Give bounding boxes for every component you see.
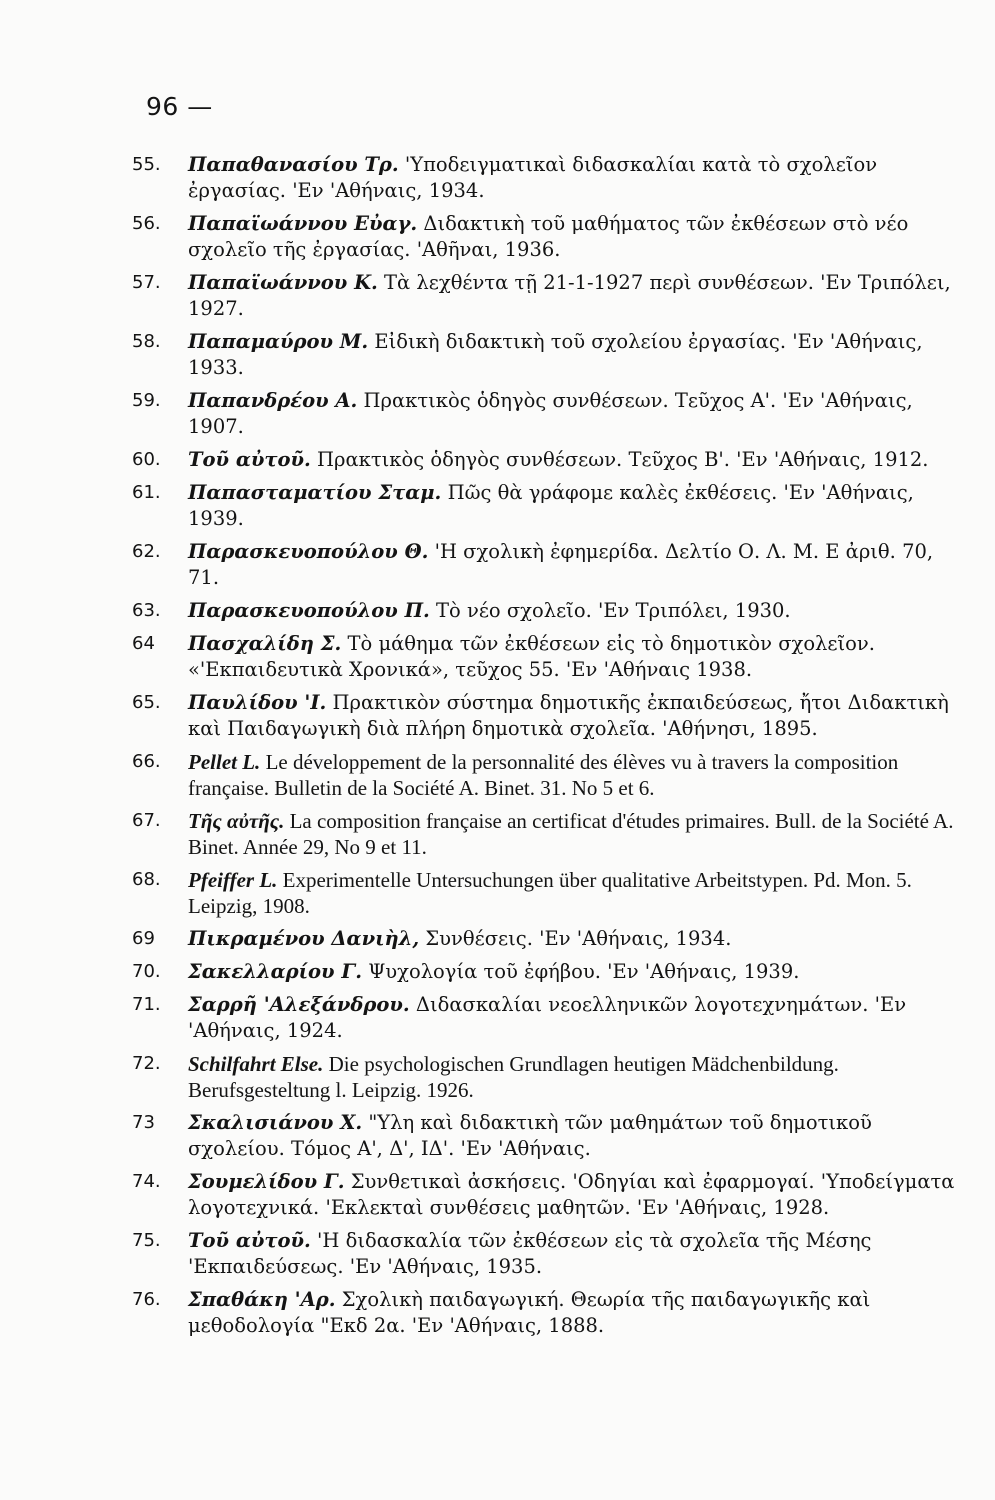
- reference-body: [188, 1228, 962, 1280]
- reference-number: 64: [132, 633, 155, 654]
- reference-author: Πασχαλίδη Σ.: [188, 632, 342, 655]
- reference-number: 74.: [132, 1171, 161, 1192]
- reference-author: Schilfahrt Else.: [188, 1052, 324, 1076]
- reference-author: Σαρρῆ 'Αλεξάνδρου.: [188, 993, 410, 1016]
- reference-text: Die psychologischen Grundlagen heutigen Mädchenbildung. Berufsgesteltung l. Leipzig. 1926.: [188, 1052, 839, 1102]
- reference-text: Τὸ νέο σχολεῖο. 'Εν Τριπόλει, 1930.: [436, 599, 791, 622]
- reference-number: 73: [132, 1112, 155, 1133]
- reference-author: Pellet L.: [188, 750, 261, 774]
- reference-text: 'Η σχολικὴ ἐφημερίδα. Δελτίο Ο. Λ. Μ. Ε ἀριθ. 70, 71.: [188, 540, 934, 589]
- reference-entry: [132, 388, 962, 440]
- reference-author: Πικραμένου Δανιὴλ,: [188, 927, 420, 950]
- reference-author: Παπανδρέου Α.: [188, 389, 358, 412]
- reference-body: [188, 1110, 962, 1162]
- reference-number: 75.: [132, 1230, 161, 1251]
- reference-number: 57.: [132, 272, 161, 293]
- reference-author: Παπαϊωάννου Κ.: [188, 271, 378, 294]
- reference-entry: [132, 1287, 962, 1339]
- reference-entry: [132, 1169, 962, 1221]
- reference-entry: [132, 631, 962, 683]
- reference-number: 67.: [132, 810, 161, 831]
- reference-body: [188, 1051, 962, 1103]
- reference-text: Πρακτικὸς ὁδηγὸς συνθέσεων. Τεῦχος Β'. 'Εν 'Αθήναις, 1912.: [317, 448, 929, 471]
- reference-entry: [132, 867, 962, 919]
- reference-body: [188, 211, 962, 263]
- reference-text: 'Υποδειγματικαὶ διδασκαλίαι κατὰ τὸ σχολεῖον ἐργασίας. 'Εν 'Αθήναις, 1934.: [188, 153, 878, 202]
- reference-body: [188, 926, 962, 952]
- reference-entry: [132, 539, 962, 591]
- reference-number: 66.: [132, 751, 161, 772]
- reference-text: "Υλη καὶ διδακτικὴ τῶν μαθημάτων τοῦ δημοτικοῦ σχολείου. Τόμος Α', Δ', ΙΔ'. 'Εν 'Αθήναις.: [188, 1111, 872, 1160]
- reference-text: Ψυχολογία τοῦ ἐφήβου. 'Εν 'Αθήναις, 1939.: [368, 960, 800, 983]
- reference-entry: [132, 480, 962, 532]
- reference-author: Τοῦ αὐτοῦ.: [188, 1229, 311, 1252]
- reference-number: 71.: [132, 994, 161, 1015]
- reference-text: 'Η διδασκαλία τῶν ἐκθέσεων εἰς τὰ σχολεῖα τῆς Μέσης 'Εκπαιδεύσεως. 'Εν 'Αθήναις, 1935.: [188, 1229, 872, 1278]
- reference-number: 70.: [132, 961, 161, 982]
- reference-body: [188, 1287, 962, 1339]
- reference-text: Διδασκαλίαι νεοελληνικῶν λογοτεχνημάτων. 'Εν 'Αθήναις, 1924.: [188, 993, 907, 1042]
- reference-body: [188, 539, 962, 591]
- reference-number: 61.: [132, 482, 161, 503]
- reference-body: [188, 447, 962, 473]
- reference-author: Σακελλαρίου Γ.: [188, 960, 362, 983]
- reference-text: Experimentelle Untersuchungen über qualitative Arbeitstypen. Pd. Mon. 5. Leipzig, 1908.: [188, 868, 912, 918]
- reference-body: [188, 992, 962, 1044]
- reference-author: Παπαθανασίου Τρ.: [188, 153, 399, 176]
- reference-author: Σπαθάκη 'Αρ.: [188, 1288, 336, 1311]
- reference-number: 60.: [132, 449, 161, 470]
- reference-entry: [132, 749, 962, 801]
- reference-number: 68.: [132, 869, 161, 890]
- reference-entry: [132, 152, 962, 204]
- reference-body: [188, 388, 962, 440]
- reference-text: Πρακτικὸν σύστημα δημοτικῆς ἐκπαιδεύσεως, ἤτοι Διδακτικὴ καὶ Παιδαγωγικὴ διὰ πλήρη δημοτικὰ σχολεῖα. 'Αθήνησι, 1895.: [188, 691, 949, 740]
- reference-number: 59.: [132, 390, 161, 411]
- reference-entry: [132, 1228, 962, 1280]
- reference-body: [188, 690, 962, 742]
- reference-text: La composition française an certificat d'études primaires. Bull. de la Société A. Binet. Année 29, No 9 et 11.: [188, 809, 954, 859]
- reference-entry: [132, 270, 962, 322]
- reference-text: Le développement de la personnalité des élèves vu à travers la composition française. Bulletin de la Société A. Binet. 31. No 5 et 6.: [188, 750, 899, 800]
- reference-text: Συνθέσεις. 'Εν 'Αθήναις, 1934.: [425, 927, 732, 950]
- reference-body: [188, 480, 962, 532]
- reference-number: 62.: [132, 541, 161, 562]
- reference-number: 69: [132, 928, 155, 949]
- reference-body: [188, 598, 962, 624]
- reference-author: Παπαϊωάννου Εὐαγ.: [188, 212, 418, 235]
- page-number: 96 —: [146, 92, 213, 121]
- reference-author: Τῆς αὐτῆς.: [188, 809, 285, 833]
- reference-author: Pfeiffer L.: [188, 868, 278, 892]
- reference-body: [188, 808, 962, 860]
- reference-body: [188, 749, 962, 801]
- reference-body: [188, 959, 962, 985]
- reference-entry: [132, 447, 962, 473]
- reference-text: Συνθετικαὶ ἀσκήσεις. 'Οδηγίαι καὶ ἐφαρμογαί. 'Υποδείγματα λογοτεχνικά. 'Εκλεκταὶ συνθέσεις μαθητῶν. 'Εν 'Αθήναις, 1928.: [188, 1170, 955, 1219]
- reference-number: 72.: [132, 1053, 161, 1074]
- reference-number: 55.: [132, 154, 161, 175]
- reference-entry: [132, 1051, 962, 1103]
- reference-body: [188, 867, 962, 919]
- reference-number: 65.: [132, 692, 161, 713]
- reference-entry: [132, 1110, 962, 1162]
- reference-text: Σχολικὴ παιδαγωγική. Θεωρία τῆς παιδαγωγικῆς καὶ μεθοδολογία "Εκδ 2α. 'Εν 'Αθήναις, 1888.: [188, 1288, 871, 1337]
- reference-text: Τὸ μάθημα τῶν ἐκθέσεων εἰς τὸ δημοτικὸν σχολεῖον. «'Εκπαιδευτικὰ Χρονικά», τεῦχος 55. 'Εν 'Αθήναις 1938.: [188, 632, 875, 681]
- reference-entry: [132, 598, 962, 624]
- reference-author: Σκαλισιάνου Χ.: [188, 1111, 363, 1134]
- reference-text: Εἰδικὴ διδακτικὴ τοῦ σχολείου ἐργασίας. 'Εν 'Αθήναις, 1933.: [188, 330, 923, 379]
- reference-entry: [132, 211, 962, 263]
- reference-number: 63.: [132, 600, 161, 621]
- reference-author: Παρασκευοπούλου Π.: [188, 599, 430, 622]
- reference-text: Τὰ λεχθέντα τῇ 21-1-1927 περὶ συνθέσεων. 'Εν Τριπόλει, 1927.: [188, 271, 951, 320]
- reference-list: [132, 152, 962, 1346]
- reference-entry: [132, 808, 962, 860]
- reference-entry: [132, 690, 962, 742]
- reference-author: Παπαμαύρου Μ.: [188, 330, 369, 353]
- reference-entry: [132, 329, 962, 381]
- reference-author: Τοῦ αὐτοῦ.: [188, 448, 311, 471]
- reference-text: Πρακτικὸς ὁδηγὸς συνθέσεων. Τεῦχος Α'. 'Εν 'Αθήναις, 1907.: [188, 389, 913, 438]
- reference-author: Παρασκευοπούλου Θ.: [188, 540, 429, 563]
- reference-text: Πῶς θὰ γράφομε καλὲς ἐκθέσεις. 'Εν 'Αθήναις, 1939.: [188, 481, 914, 530]
- reference-body: [188, 152, 962, 204]
- reference-number: 76.: [132, 1289, 161, 1310]
- reference-author: Παυλίδου 'Ι.: [188, 691, 327, 714]
- reference-author: Σουμελίδου Γ.: [188, 1170, 345, 1193]
- reference-author: Παπασταματίου Σταμ.: [188, 481, 442, 504]
- reference-body: [188, 1169, 962, 1221]
- reference-entry: [132, 992, 962, 1044]
- reference-entry: [132, 926, 962, 952]
- reference-number: 58.: [132, 331, 161, 352]
- reference-text: Διδακτικὴ τοῦ μαθήματος τῶν ἐκθέσεων στὸ νέο σχολεῖο τῆς ἐργασίας. 'Αθῆναι, 1936.: [188, 212, 909, 261]
- reference-number: 56.: [132, 213, 161, 234]
- reference-body: [188, 270, 962, 322]
- reference-body: [188, 631, 962, 683]
- reference-entry: [132, 959, 962, 985]
- reference-body: [188, 329, 962, 381]
